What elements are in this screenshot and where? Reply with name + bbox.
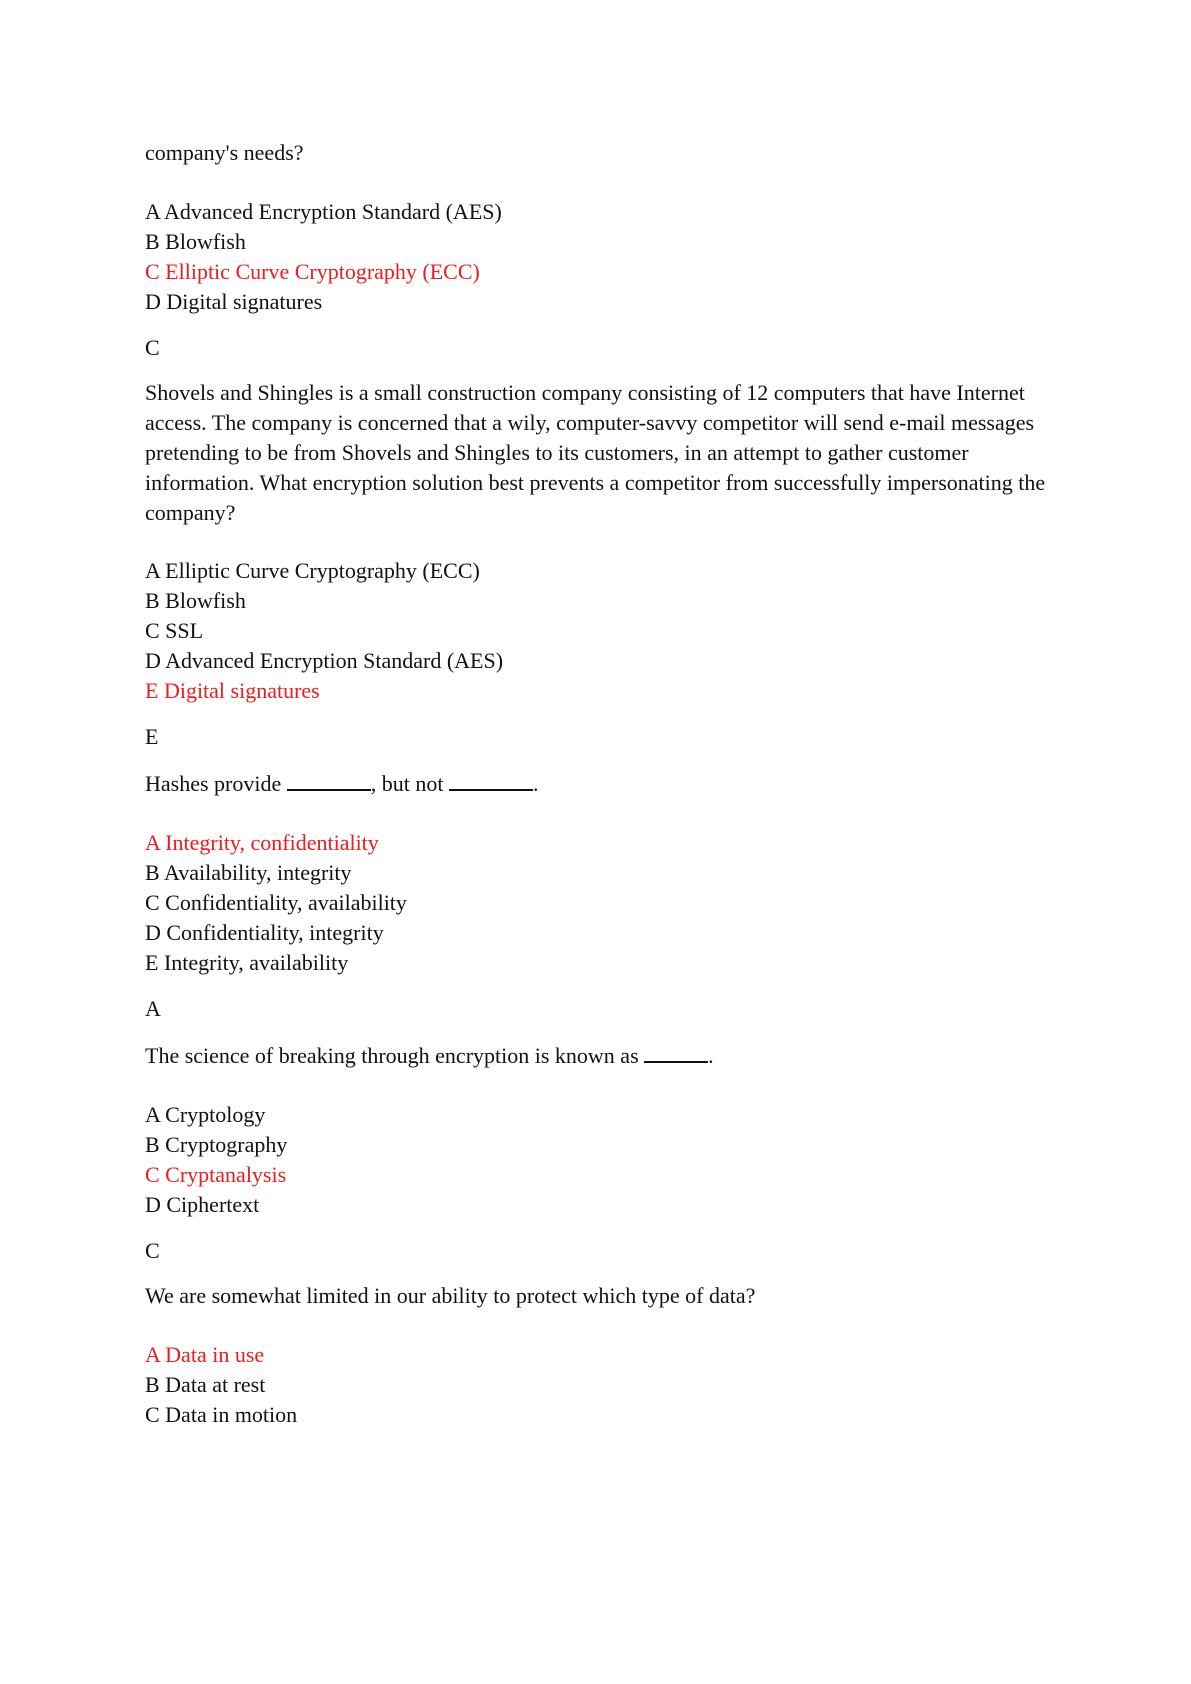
question-4: [145, 1039, 1065, 1266]
option-a: A Elliptic Curve Cryptography (ECC): [145, 558, 480, 583]
option-c: C Data in motion: [145, 1402, 298, 1427]
stem-text-3: .: [532, 771, 539, 796]
option-a: A Advanced Encryption Standard (AES): [145, 199, 502, 224]
question-stem: We are somewhat limited in our ability to protect which type of data?: [145, 1283, 756, 1308]
option-list: [145, 828, 1065, 978]
option-b: B Blowfish: [145, 229, 246, 254]
question-5: [145, 1281, 1065, 1430]
fill-in-blank: [644, 1039, 708, 1063]
option-e: E Integrity, availability: [145, 950, 349, 975]
option-c-correct: C Cryptanalysis: [145, 1162, 287, 1187]
answer-key: C: [145, 335, 160, 360]
answer-key: E: [145, 724, 159, 749]
option-a-correct: A Integrity, confidentiality: [145, 830, 379, 855]
answer-key: A: [145, 996, 161, 1021]
option-c: C Confidentiality, availability: [145, 890, 407, 915]
option-b: B Availability, integrity: [145, 860, 352, 885]
option-a-correct: A Data in use: [145, 1342, 265, 1367]
option-c-correct: C Elliptic Curve Cryptography (ECC): [145, 259, 480, 284]
option-list: [145, 556, 1065, 706]
fill-in-blank: [287, 767, 371, 791]
option-a: A Cryptology: [145, 1102, 266, 1127]
stem-text-1: The science of breaking through encryption is known as: [145, 1043, 645, 1068]
option-c: C SSL: [145, 618, 204, 643]
question-stem: company's needs?: [145, 140, 304, 165]
option-d: D Confidentiality, integrity: [145, 920, 384, 945]
question-stem: [145, 1039, 1065, 1071]
question-stem: Shovels and Shingles is a small construction company consisting of 12 computers that have Internet access. The company is concerned that a wily, computer-savvy competitor will send e-mail messages pretending to be from Shovels and Shingles to its customers, in an attempt to gather customer information. What encryption solution best prevents a competitor from successfully impersonating the company?: [145, 380, 1046, 525]
option-d: D Advanced Encryption Standard (AES): [145, 648, 504, 673]
question-3: [145, 767, 1065, 1024]
stem-text-2: , but not: [370, 771, 449, 796]
option-list: [145, 1100, 1065, 1220]
option-d: D Digital signatures: [145, 289, 323, 314]
stem-text-2: .: [708, 1043, 714, 1068]
option-list: [145, 1340, 1065, 1430]
option-b: B Cryptography: [145, 1132, 288, 1157]
stem-text-1: Hashes provide: [145, 771, 287, 796]
option-e-correct: E Digital signatures: [145, 678, 320, 703]
option-list: [145, 197, 1065, 317]
option-b: B Blowfish: [145, 588, 246, 613]
document-page: [145, 138, 1065, 1446]
option-d: D Ciphertext: [145, 1192, 260, 1217]
option-b: B Data at rest: [145, 1372, 266, 1397]
question-2: [145, 378, 1065, 752]
fill-in-blank: [449, 767, 533, 791]
question-1: [145, 138, 1065, 363]
question-stem: [145, 767, 1065, 799]
answer-key: C: [145, 1238, 160, 1263]
